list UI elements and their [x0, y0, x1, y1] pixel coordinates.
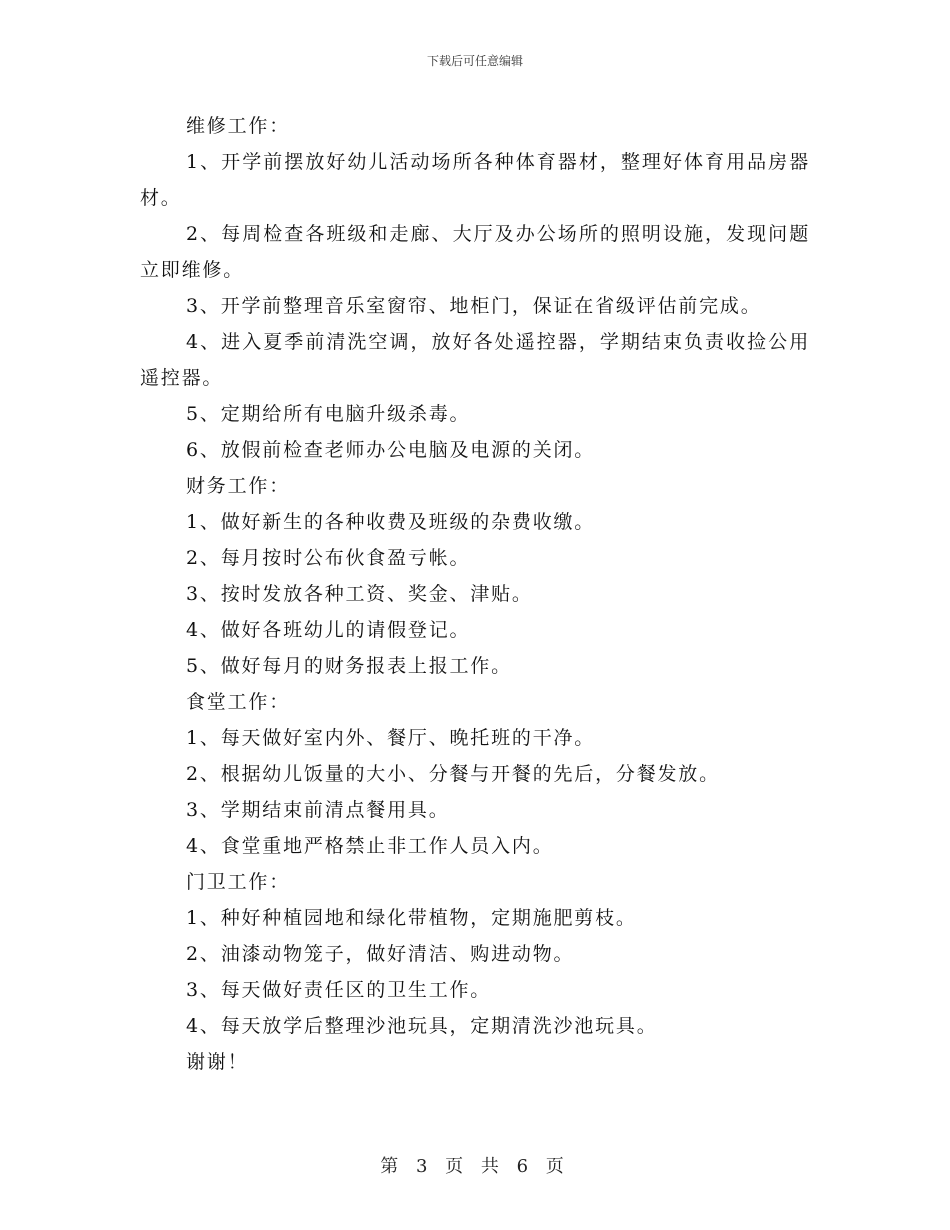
- list-item: 1、每天做好室内外、餐厅、晚托班的干净。: [186, 727, 596, 749]
- list-item: 1、做好新生的各种收费及班级的杂费收缴。: [186, 511, 596, 533]
- section-heading-canteen: 食堂工作：: [186, 691, 291, 713]
- list-item: 2、根据幼儿饭量的大小、分餐与开餐的先后，分餐发放。: [186, 763, 720, 785]
- section-heading-guard: 门卫工作：: [186, 871, 291, 893]
- list-item: 3、学期结束前清点餐用具。: [186, 799, 450, 821]
- section-heading-finance: 财务工作：: [186, 475, 291, 497]
- list-item: 4、做好各班幼儿的请假登记。: [186, 619, 471, 641]
- closing-thanks: 谢谢！: [186, 1051, 249, 1073]
- document-body: [140, 108, 810, 1080]
- list-item: 5、做好每月的财务报表上报工作。: [186, 655, 512, 677]
- list-item: 2、油漆动物笼子，做好清洁、购进动物。: [186, 943, 575, 965]
- list-item: 4、进入夏季前清洗空调，放好各处遥控器，学期结束负责收捡公用遥控器。: [140, 331, 810, 389]
- page-header: 下载后可任意编辑: [426, 54, 523, 68]
- list-item: 2、每周检查各班级和走廊、大厅及办公场所的照明设施，发现问题立即维修。: [140, 223, 810, 281]
- list-item: 2、每月按时公布伙食盈亏帐。: [186, 547, 471, 569]
- list-item: 3、开学前整理音乐室窗帘、地柜门，保证在省级评估前完成。: [186, 295, 762, 317]
- list-item: 5、定期给所有电脑升级杀毒。: [186, 403, 471, 425]
- list-item: 6、放假前检查老师办公电脑及电源的关闭。: [186, 439, 596, 461]
- list-item: 1、种好种植园地和绿化带植物，定期施肥剪枝。: [186, 907, 637, 929]
- list-item: 1、开学前摆放好幼儿活动场所各种体育器材，整理好体育用品房器材。: [140, 151, 810, 209]
- list-item: 3、每天做好责任区的卫生工作。: [186, 979, 492, 1001]
- list-item: 4、食堂重地严格禁止非工作人员入内。: [186, 835, 554, 857]
- list-item: 3、按时发放各种工资、奖金、津贴。: [186, 583, 533, 605]
- list-item: 4、每天放学后整理沙池玩具，定期清洗沙池玩具。: [186, 1015, 658, 1037]
- page-number-footer: 第 3 页 共 6 页: [380, 1156, 570, 1177]
- section-heading-maintenance: 维修工作：: [186, 115, 291, 137]
